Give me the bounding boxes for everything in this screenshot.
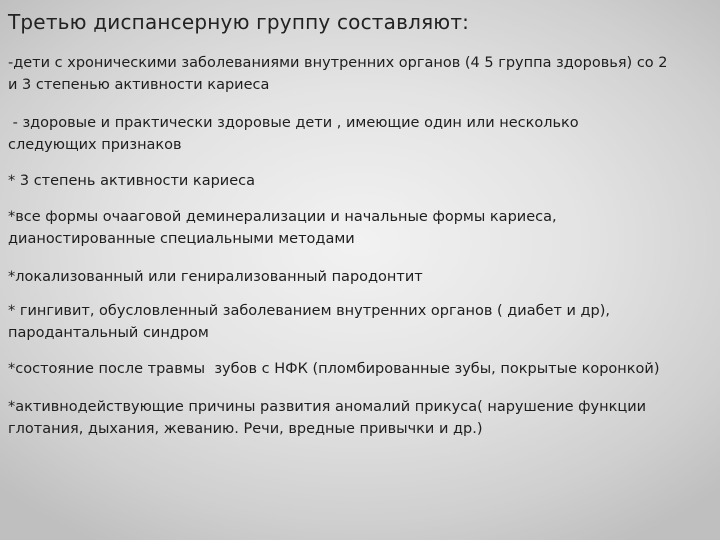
list-item-line: * гингивит, обусловленный заболеванием внутренних органов ( диабет и др), — [8, 303, 611, 319]
slide-title: Третью диспансерную группу составляют: — [8, 10, 470, 34]
list-item-line: пародантальный синдром — [8, 325, 209, 341]
list-item-demineralization — [8, 206, 720, 250]
list-item-healthy-children — [8, 112, 720, 156]
list-item-caries-degree — [8, 170, 720, 192]
list-item-line: *активнодействующие причины развития аномалий прикуса( нарушение функции — [8, 399, 647, 415]
list-item-line: *состояние после травмы зубов с НФК (пломбированные зубы, покрытые коронкой) — [8, 361, 660, 377]
list-item-line: следующих признаков — [8, 137, 182, 153]
list-item-line: дианостированные специальными методами — [8, 231, 355, 247]
list-item-chronic-disease — [8, 52, 720, 96]
list-item-trauma — [8, 358, 720, 380]
list-item-gingivitis — [8, 300, 720, 344]
list-item-line: -дети с хроническими заболеваниями внутренних органов (4 5 группа здоровья) со 2 — [8, 55, 668, 71]
list-item-line: - здоровые и практически здоровые дети , имеющие один или несколько — [8, 115, 579, 131]
list-item-line: * 3 степень активности кариеса — [8, 173, 255, 189]
list-item-line: *локализованный или генирализованный пародонтит — [8, 269, 423, 285]
list-item-line: и 3 степенью активности кариеса — [8, 77, 270, 93]
list-item-periodontitis — [8, 266, 720, 288]
list-item-malocclusion-causes — [8, 396, 720, 440]
list-item-line: глотания, дыхания, жеванию. Речи, вредные привычки и др.) — [8, 421, 483, 437]
list-item-line: *все формы очааговой деминерализации и начальные формы кариеса, — [8, 209, 557, 225]
